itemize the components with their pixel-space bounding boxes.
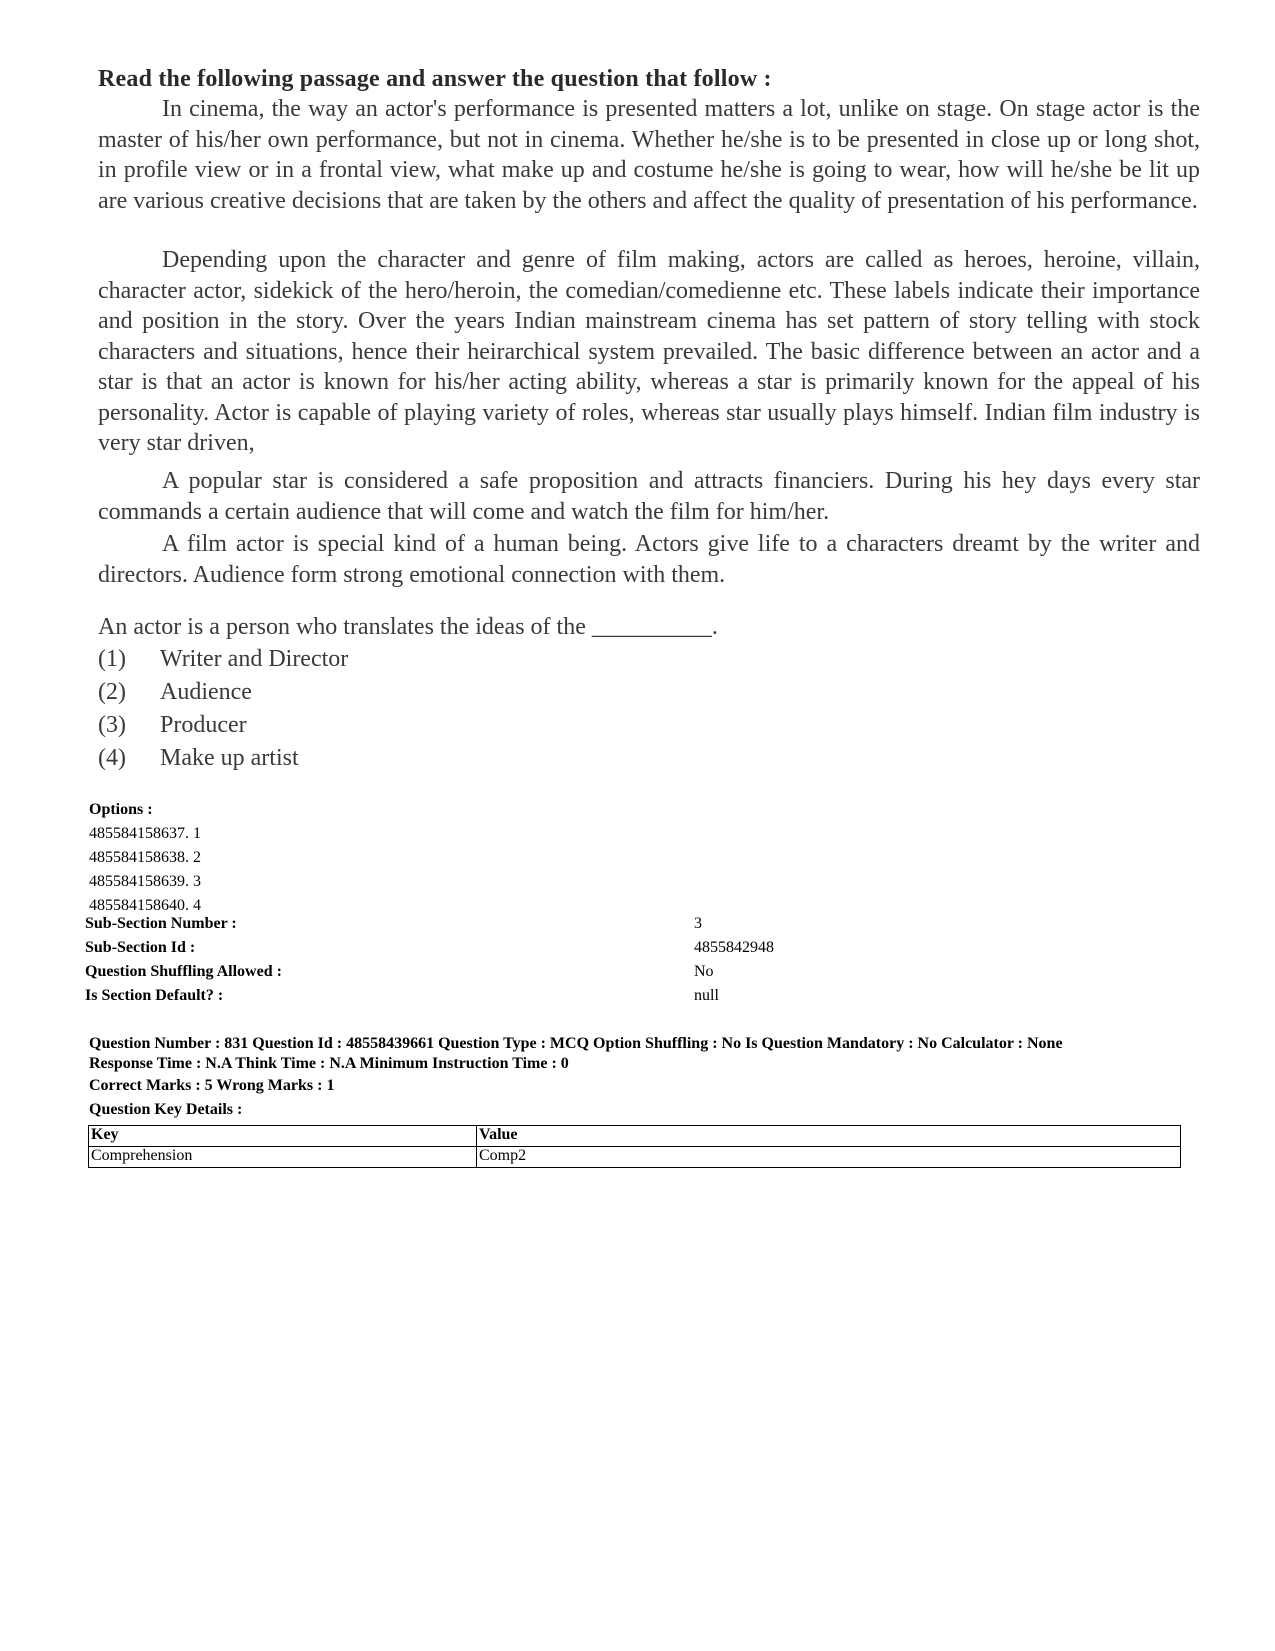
- section-default-label: Is Section Default? :: [85, 987, 224, 1004]
- passage-paragraph-1: In cinema, the way an actor's performance is presented matters a lot, unlike on stage. On stage actor is the master of his/her own performance, but not in cinema. Whether he/she is to be presented in close up or long shot, in profile view or in a frontal view, what make up and costume he/she is going to wear, how will he/she be lit up are various creative decisions that are taken by the others and affect the quality of presentation of his performance.: [98, 96, 1200, 214]
- choice-4: [98, 745, 299, 772]
- choice-text: Writer and Director: [160, 646, 349, 672]
- options-label: Options :: [89, 801, 153, 818]
- option-item: 485584158638. 2: [89, 849, 201, 866]
- subsection-id-label: Sub-Section Id :: [85, 939, 196, 956]
- choice-text: Producer: [160, 712, 247, 738]
- option-item: 485584158639. 3: [89, 873, 201, 890]
- choice-number: (4): [98, 745, 126, 771]
- question-stem: An actor is a person who translates the ideas of the __________.: [98, 614, 718, 640]
- choice-number: (1): [98, 646, 126, 672]
- table-header-row: [89, 1126, 1181, 1147]
- passage-paragraph-2: Depending upon the character and genre of film making, actors are called as heroes, heroine, villain, character actor, sidekick of the hero/heroin, the comedian/comedienne etc. These labels indicate their importance and position in the story. Over the years Indian mainstream cinema has set pattern of story telling with stock characters and situations, hence their heirarchical system prevailed. The basic difference between an actor and a star is that an actor is known for his/her acting ability, whereas a star is primarily known for the appeal of his personality. Actor is capable of playing variety of roles, whereas star usually plays himself. Indian film industry is very star driven,: [98, 247, 1200, 456]
- choice-number: (2): [98, 679, 126, 705]
- passage-image: [88, 58, 1210, 790]
- question-shuffling-label: Question Shuffling Allowed :: [85, 963, 282, 980]
- passage-heading: Read the following passage and answer the question that follow :: [98, 66, 772, 92]
- section-default-value: null: [694, 987, 719, 1004]
- question-shuffling-value: No: [694, 963, 714, 980]
- option-item: 485584158640. 4: [89, 897, 201, 914]
- choice-3: [98, 712, 247, 739]
- options-list: [89, 798, 201, 918]
- question-info-line-1: Question Number : 831 Question Id : 48558439661 Question Type : MCQ Option Shuffling : No Is Question Mandatory : No Calculator : None: [89, 1035, 1063, 1052]
- subsection-number-value: 3: [694, 915, 702, 932]
- passage-paragraph-3: A popular star is considered a safe proposition and attracts financiers. During his hey days every star commands a certain audience that will come and watch the film for him/her.: [98, 468, 1200, 525]
- choice-text: Audience: [160, 679, 252, 705]
- subsection-id-value: 4855842948: [694, 939, 774, 956]
- column-header-key: Key: [89, 1126, 477, 1147]
- question-info: [89, 1034, 1199, 1074]
- subsection-number-label: Sub-Section Number :: [85, 915, 237, 932]
- passage-paragraph-4: A film actor is special kind of a human being. Actors give life to a characters dreamt by the writer and directors. Audience form strong emotional connection with them.: [98, 531, 1200, 588]
- table-cell-key: Comprehension: [89, 1147, 477, 1168]
- column-header-value: Value: [477, 1126, 1181, 1147]
- key-details-label: Question Key Details :: [89, 1101, 243, 1118]
- key-details-table: [88, 1125, 1181, 1168]
- marks-line: Correct Marks : 5 Wrong Marks : 1: [89, 1077, 335, 1094]
- question-info-line-2: Response Time : N.A Think Time : N.A Minimum Instruction Time : 0: [89, 1055, 569, 1072]
- option-item: 485584158637. 1: [89, 825, 201, 842]
- choice-text: Make up artist: [160, 745, 299, 771]
- subsection-labels: [85, 912, 282, 1008]
- table-row: [89, 1147, 1181, 1168]
- table-cell-value: Comp2: [477, 1147, 1181, 1168]
- choice-number: (3): [98, 712, 126, 738]
- subsection-values: [694, 912, 774, 1008]
- choice-2: [98, 679, 252, 706]
- choice-1: [98, 646, 348, 673]
